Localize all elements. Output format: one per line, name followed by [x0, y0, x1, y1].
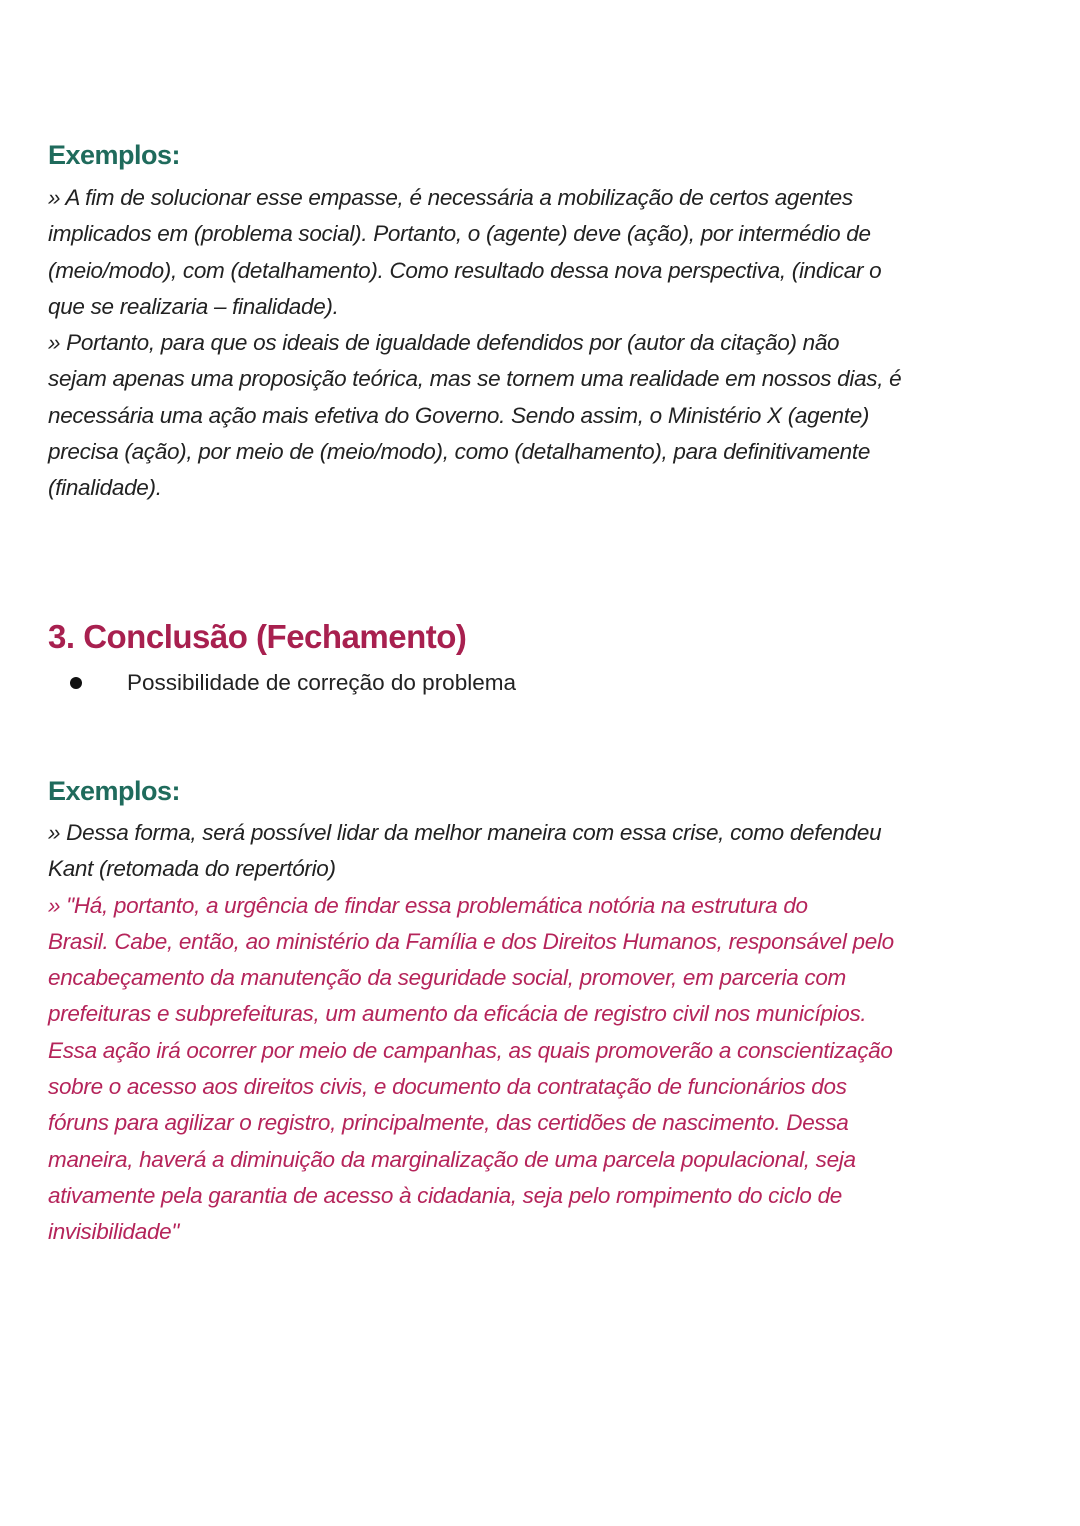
quote-line: » "Há, portanto, a urgência de findar essa problemática notória na estrutura do — [48, 892, 808, 918]
quote-line: Brasil. Cabe, então, ao ministério da Família e dos Direitos Humanos, responsável pelo — [48, 928, 894, 954]
text-line: precisa (ação), por meio de (meio/modo), como (detalhamento), para definitivamente — [48, 439, 871, 465]
quote-line: sobre o acesso aos direitos civis, e documento da contratação de funcionários dos — [48, 1074, 847, 1100]
examples-heading: Exemplos: — [48, 776, 181, 806]
quote-line: ativamente pela garantia de acesso à cidadania, seja pelo rompimento do ciclo de — [48, 1182, 843, 1208]
bullet-item — [70, 670, 516, 696]
examples-heading: Exemplos: — [48, 140, 181, 170]
text-line: (meio/modo), com (detalhamento). Como resultado dessa nova perspectiva, (indicar o — [48, 257, 882, 283]
text-line: » Dessa forma, será possível lidar da melhor maneira com essa crise, como defendeu — [48, 820, 882, 845]
section-title: 3. Conclusão (Fechamento) — [48, 618, 467, 655]
text-line: » A fim de solucionar esse empasse, é necessária a mobilização de certos agentes — [48, 185, 853, 210]
bullet-text: Possibilidade de correção do problema — [127, 670, 516, 695]
text-line: necessária uma ação mais efetiva do Governo. Sendo assim, o Ministério X (agente) — [48, 402, 870, 428]
quote-line: maneira, haverá a diminuição da marginalização de uma parcela populacional, seja — [48, 1146, 856, 1172]
examples-text — [48, 180, 1038, 507]
text-line: (finalidade). — [48, 475, 162, 501]
examples-text — [48, 815, 1038, 1251]
quote-line: Essa ação irá ocorrer por meio de campanhas, as quais promoverão a conscientização — [48, 1037, 893, 1063]
text-line: » Portanto, para que os ideais de igualdade defendidos por (autor da citação) não — [48, 330, 840, 356]
example-quote — [48, 888, 1038, 1251]
quote-line: encabeçamento da manutenção da seguridade social, promover, em parceria com — [48, 965, 846, 991]
text-line: sejam apenas uma proposição teórica, mas se tornem uma realidade em nossos dias, é — [48, 366, 902, 392]
quote-line: invisibilidade" — [48, 1219, 180, 1245]
quote-line: fóruns para agilizar o registro, principalmente, das certidões de nascimento. Dessa — [48, 1110, 849, 1136]
text-line: Kant (retomada do repertório) — [48, 856, 336, 882]
quote-line: prefeituras e subprefeituras, um aumento da eficácia de registro civil nos municípios. — [48, 1001, 867, 1027]
text-line: implicados em (problema social). Portanto, o (agente) deve (ação), por intermédio de — [48, 221, 871, 247]
bullet-dot-icon — [70, 677, 82, 689]
text-line: que se realizaria – finalidade). — [48, 293, 339, 319]
